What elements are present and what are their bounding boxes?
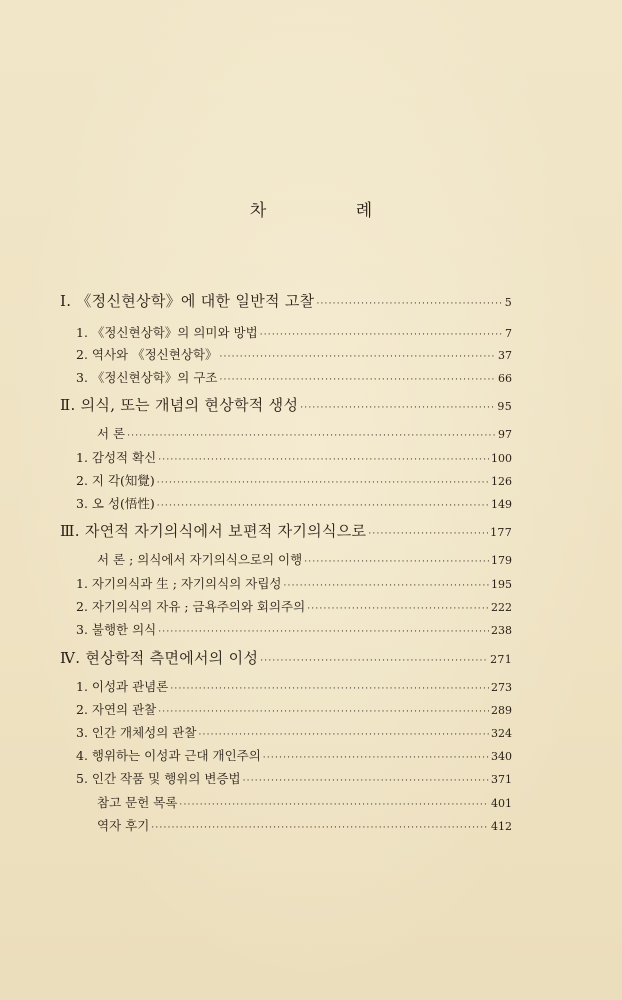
leader-dots bbox=[307, 604, 489, 614]
toc-entry-label: 3. 인간 개체성의 관찰 bbox=[76, 725, 197, 740]
toc-bibliography bbox=[97, 793, 512, 811]
toc-chapter-2-1 bbox=[76, 448, 512, 466]
leader-dots bbox=[127, 431, 496, 441]
leader-dots bbox=[219, 352, 496, 362]
toc-page-number: 126 bbox=[491, 475, 512, 488]
toc-entry-label: 3. 《정신현상학》의 구조 bbox=[76, 370, 218, 385]
leader-dots bbox=[368, 529, 488, 539]
toc-entry-label: 1. 감성적 확신 bbox=[76, 450, 157, 465]
toc-page-number: 95 bbox=[497, 400, 512, 413]
toc-part-1 bbox=[60, 290, 512, 311]
toc-entry-label: 1. 이성과 관념론 bbox=[76, 679, 169, 694]
leader-dots bbox=[157, 501, 489, 511]
page-title: 차 례 bbox=[249, 201, 415, 221]
leader-dots bbox=[243, 776, 489, 786]
toc-chapter-1-2 bbox=[76, 345, 512, 363]
leader-dots bbox=[316, 299, 502, 309]
toc-chapter-3-3 bbox=[76, 620, 512, 638]
toc-entry-label: 역자 후기 bbox=[97, 818, 150, 833]
leader-dots bbox=[158, 707, 489, 717]
toc-entry-label: 2. 자연의 관찰 bbox=[76, 702, 157, 717]
toc-entry-label: Ⅰ. 《정신현상학》에 대한 일반적 고찰 bbox=[60, 292, 315, 310]
toc-chapter-2-3 bbox=[76, 494, 512, 512]
toc-page-number: 222 bbox=[491, 601, 512, 614]
toc-entry-label: 2. 지 각(知覺) bbox=[76, 473, 155, 488]
toc-entry-label: 2. 자기의식의 자유 ; 금욕주의와 회의주의 bbox=[76, 599, 306, 614]
toc-page-number: 179 bbox=[491, 554, 512, 567]
toc-chapter-2-2 bbox=[76, 471, 512, 489]
toc-entry-label: 서 론 ; 의식에서 자기의식으로의 이행 bbox=[97, 552, 303, 567]
toc-chapter-3-2 bbox=[76, 597, 512, 615]
toc-page-number: 324 bbox=[491, 727, 512, 740]
toc-page-number: 149 bbox=[491, 498, 512, 511]
toc-entry-label: Ⅲ. 자연적 자기의식에서 보편적 자기의식으로 bbox=[60, 522, 367, 540]
toc-chapter-4-4 bbox=[76, 746, 512, 764]
toc-entry-label: Ⅱ. 의식, 또는 개념의 현상학적 생성 bbox=[60, 396, 299, 414]
toc-chapter-3-intro bbox=[97, 550, 512, 568]
toc-part-3 bbox=[60, 520, 512, 541]
toc-translator-afterword bbox=[97, 816, 512, 834]
toc-entry-label: 1. 자기의식과 生 ; 자기의식의 자립성 bbox=[76, 576, 282, 591]
toc-entry-label: 4. 행위하는 이성과 근대 개인주의 bbox=[76, 748, 261, 763]
leader-dots bbox=[263, 753, 489, 763]
leader-dots bbox=[158, 455, 489, 465]
leader-dots bbox=[179, 800, 489, 810]
toc-chapter-4-2 bbox=[76, 700, 512, 718]
toc-entry-label: 2. 역사와 《정신현상학》 bbox=[76, 347, 218, 362]
leader-dots bbox=[157, 478, 489, 488]
toc-page-number: 412 bbox=[491, 820, 512, 833]
toc-chapter-4-3 bbox=[76, 723, 512, 741]
toc-chapter-3-1 bbox=[76, 574, 512, 592]
leader-dots bbox=[219, 375, 496, 385]
toc-page-number: 340 bbox=[491, 750, 512, 763]
leader-dots bbox=[158, 627, 489, 637]
toc-page-number: 7 bbox=[505, 327, 512, 340]
toc-page-number: 97 bbox=[498, 428, 512, 441]
toc-page-number: 401 bbox=[491, 797, 512, 810]
leader-dots bbox=[300, 403, 495, 413]
toc-page-number: 195 bbox=[491, 578, 512, 591]
leader-dots bbox=[170, 684, 489, 694]
toc-page-number: 371 bbox=[491, 773, 512, 786]
leader-dots bbox=[151, 823, 489, 833]
toc-page-number: 5 bbox=[504, 296, 512, 309]
leader-dots bbox=[198, 730, 489, 740]
toc-entry-label: 참고 문헌 목록 bbox=[97, 795, 178, 810]
toc-page-number: 100 bbox=[491, 452, 512, 465]
toc-entry-label: 5. 인간 작품 및 행위의 변증법 bbox=[76, 771, 241, 786]
toc-part-4 bbox=[60, 647, 512, 668]
leader-dots bbox=[260, 656, 488, 666]
leader-dots bbox=[283, 581, 489, 591]
toc-entry-label: 서 론 bbox=[97, 426, 126, 441]
toc-page-number: 37 bbox=[498, 349, 512, 362]
toc-chapter-4-1 bbox=[76, 677, 512, 695]
leader-dots bbox=[304, 557, 489, 567]
toc-chapter-2-intro bbox=[97, 424, 512, 442]
toc-chapter-4-5 bbox=[76, 769, 512, 787]
toc-entry-label: 3. 오 성(悟性) bbox=[76, 496, 155, 511]
toc-part-2 bbox=[60, 394, 512, 415]
toc-page-number: 66 bbox=[498, 372, 512, 385]
toc-entry-label: 3. 불행한 의식 bbox=[76, 622, 157, 637]
toc-page-number: 177 bbox=[490, 526, 512, 539]
toc-entry-label: 1. 《정신현상학》의 의미와 방법 bbox=[76, 325, 258, 340]
leader-dots bbox=[260, 330, 503, 340]
toc-page-number: 238 bbox=[491, 624, 512, 637]
toc-chapter-1-3 bbox=[76, 368, 512, 386]
toc-page-number: 289 bbox=[491, 704, 512, 717]
toc-entry-label: Ⅳ. 현상학적 측면에서의 이성 bbox=[60, 649, 259, 667]
toc-chapter-1-1 bbox=[76, 323, 512, 341]
toc-page-number: 273 bbox=[491, 681, 512, 694]
toc-page-number: 271 bbox=[490, 653, 512, 666]
